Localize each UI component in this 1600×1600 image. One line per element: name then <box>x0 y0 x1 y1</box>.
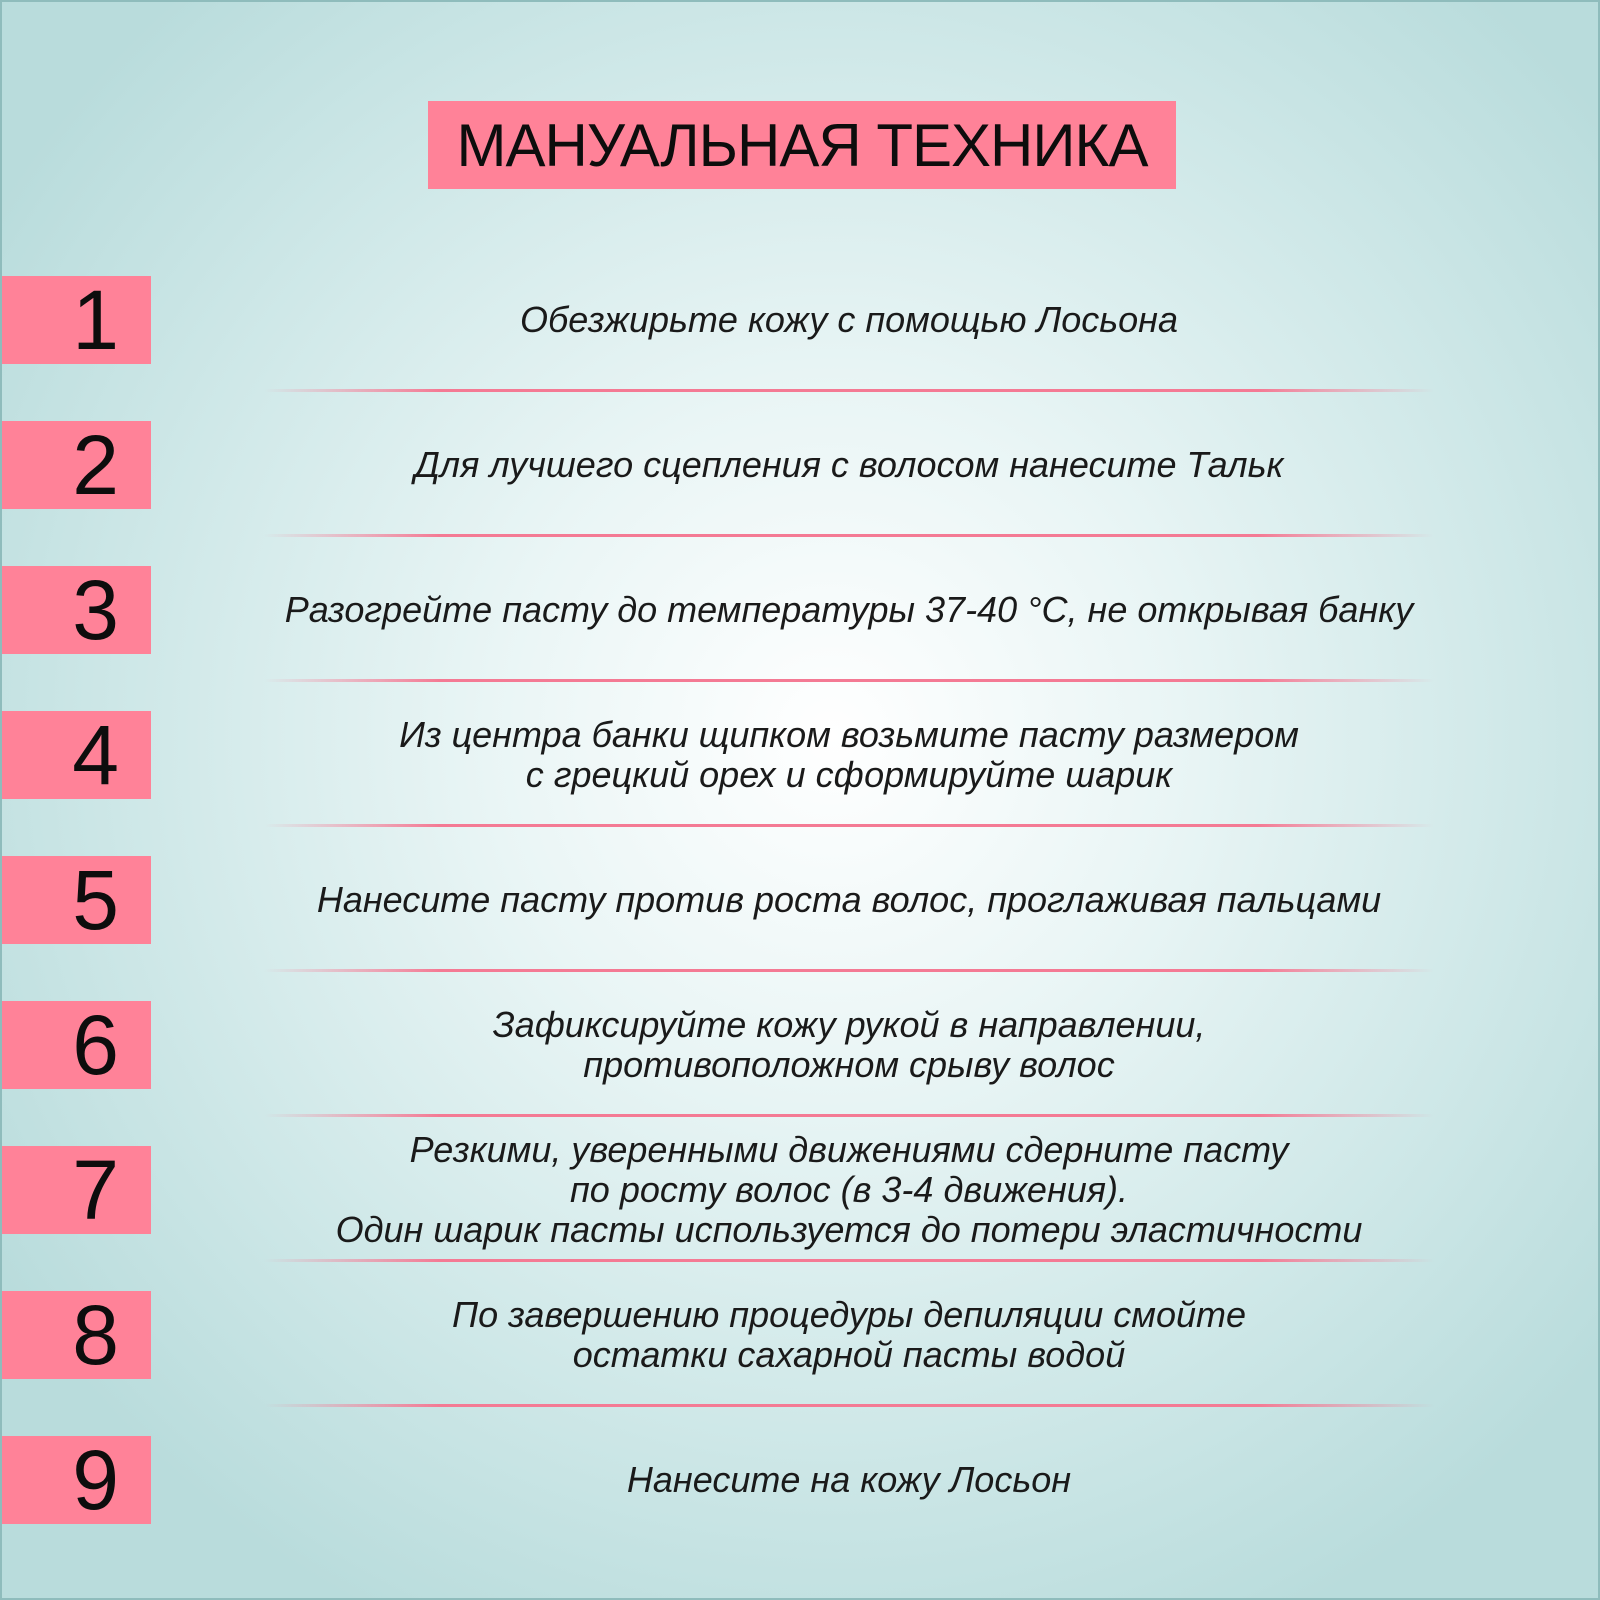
step-divider <box>264 389 1434 392</box>
step-number: 6 <box>72 998 119 1092</box>
step-number-badge <box>2 563 151 657</box>
step-divider <box>264 534 1434 537</box>
step-number-badge <box>2 418 151 512</box>
step-number: 4 <box>72 708 119 802</box>
step-number: 1 <box>72 273 119 367</box>
step-number: 2 <box>72 418 119 512</box>
step-2 <box>2 418 1600 566</box>
step-number: 3 <box>72 563 119 657</box>
step-number: 5 <box>72 853 119 947</box>
step-text: Для лучшего сцепления с волосом нанесите Тальк <box>414 444 1284 485</box>
step-text: Зафиксируйте кожу рукой в направлении, противоположном срыву волос <box>492 1004 1206 1085</box>
step-8 <box>2 1288 1600 1436</box>
step-number-badge <box>2 1143 151 1237</box>
title-banner <box>428 101 1176 189</box>
step-text: Из центра банки щипком возьмите пасту размером с грецкий орех и сформируйте шарик <box>399 714 1299 795</box>
step-number-badge <box>2 273 151 367</box>
step-text: Обезжирьте кожу с помощью Лосьона <box>519 299 1179 340</box>
step-divider <box>264 969 1434 972</box>
step-text: Нанесите на кожу Лосьон <box>626 1459 1072 1500</box>
step-divider <box>264 1114 1434 1117</box>
step-text: Резкими, уверенными движениями сдерните пасту по росту волос (в 3-4 движения). Один шарик пасты используется до потери эластичности <box>335 1129 1363 1250</box>
step-number-badge <box>2 998 151 1092</box>
step-7 <box>2 1129 1600 1291</box>
step-3 <box>2 563 1600 711</box>
step-divider <box>264 1259 1434 1262</box>
page-title: МАНУАЛЬНАЯ ТЕХНИКА <box>456 111 1148 179</box>
step-number: 8 <box>72 1288 119 1382</box>
step-number-badge <box>2 1288 151 1382</box>
step-text: Разогрейте пасту до температуры 37-40 °С, не открывая банку <box>284 589 1414 630</box>
step-text: Нанесите пасту против роста волос, проглаживая пальцами <box>316 879 1382 920</box>
step-number-badge <box>2 708 151 802</box>
step-1 <box>2 273 1600 421</box>
step-9 <box>2 1433 1600 1581</box>
step-number: 7 <box>72 1143 119 1237</box>
step-divider <box>264 1404 1434 1407</box>
step-divider <box>264 679 1434 682</box>
step-number-badge <box>2 853 151 947</box>
step-number: 9 <box>72 1433 119 1527</box>
step-number-badge <box>2 1433 151 1527</box>
step-text: По завершению процедуры депиляции смойте остатки сахарной пасты водой <box>451 1294 1247 1375</box>
step-divider <box>264 824 1434 827</box>
step-5 <box>2 853 1600 1001</box>
step-6 <box>2 998 1600 1146</box>
step-4 <box>2 708 1600 856</box>
